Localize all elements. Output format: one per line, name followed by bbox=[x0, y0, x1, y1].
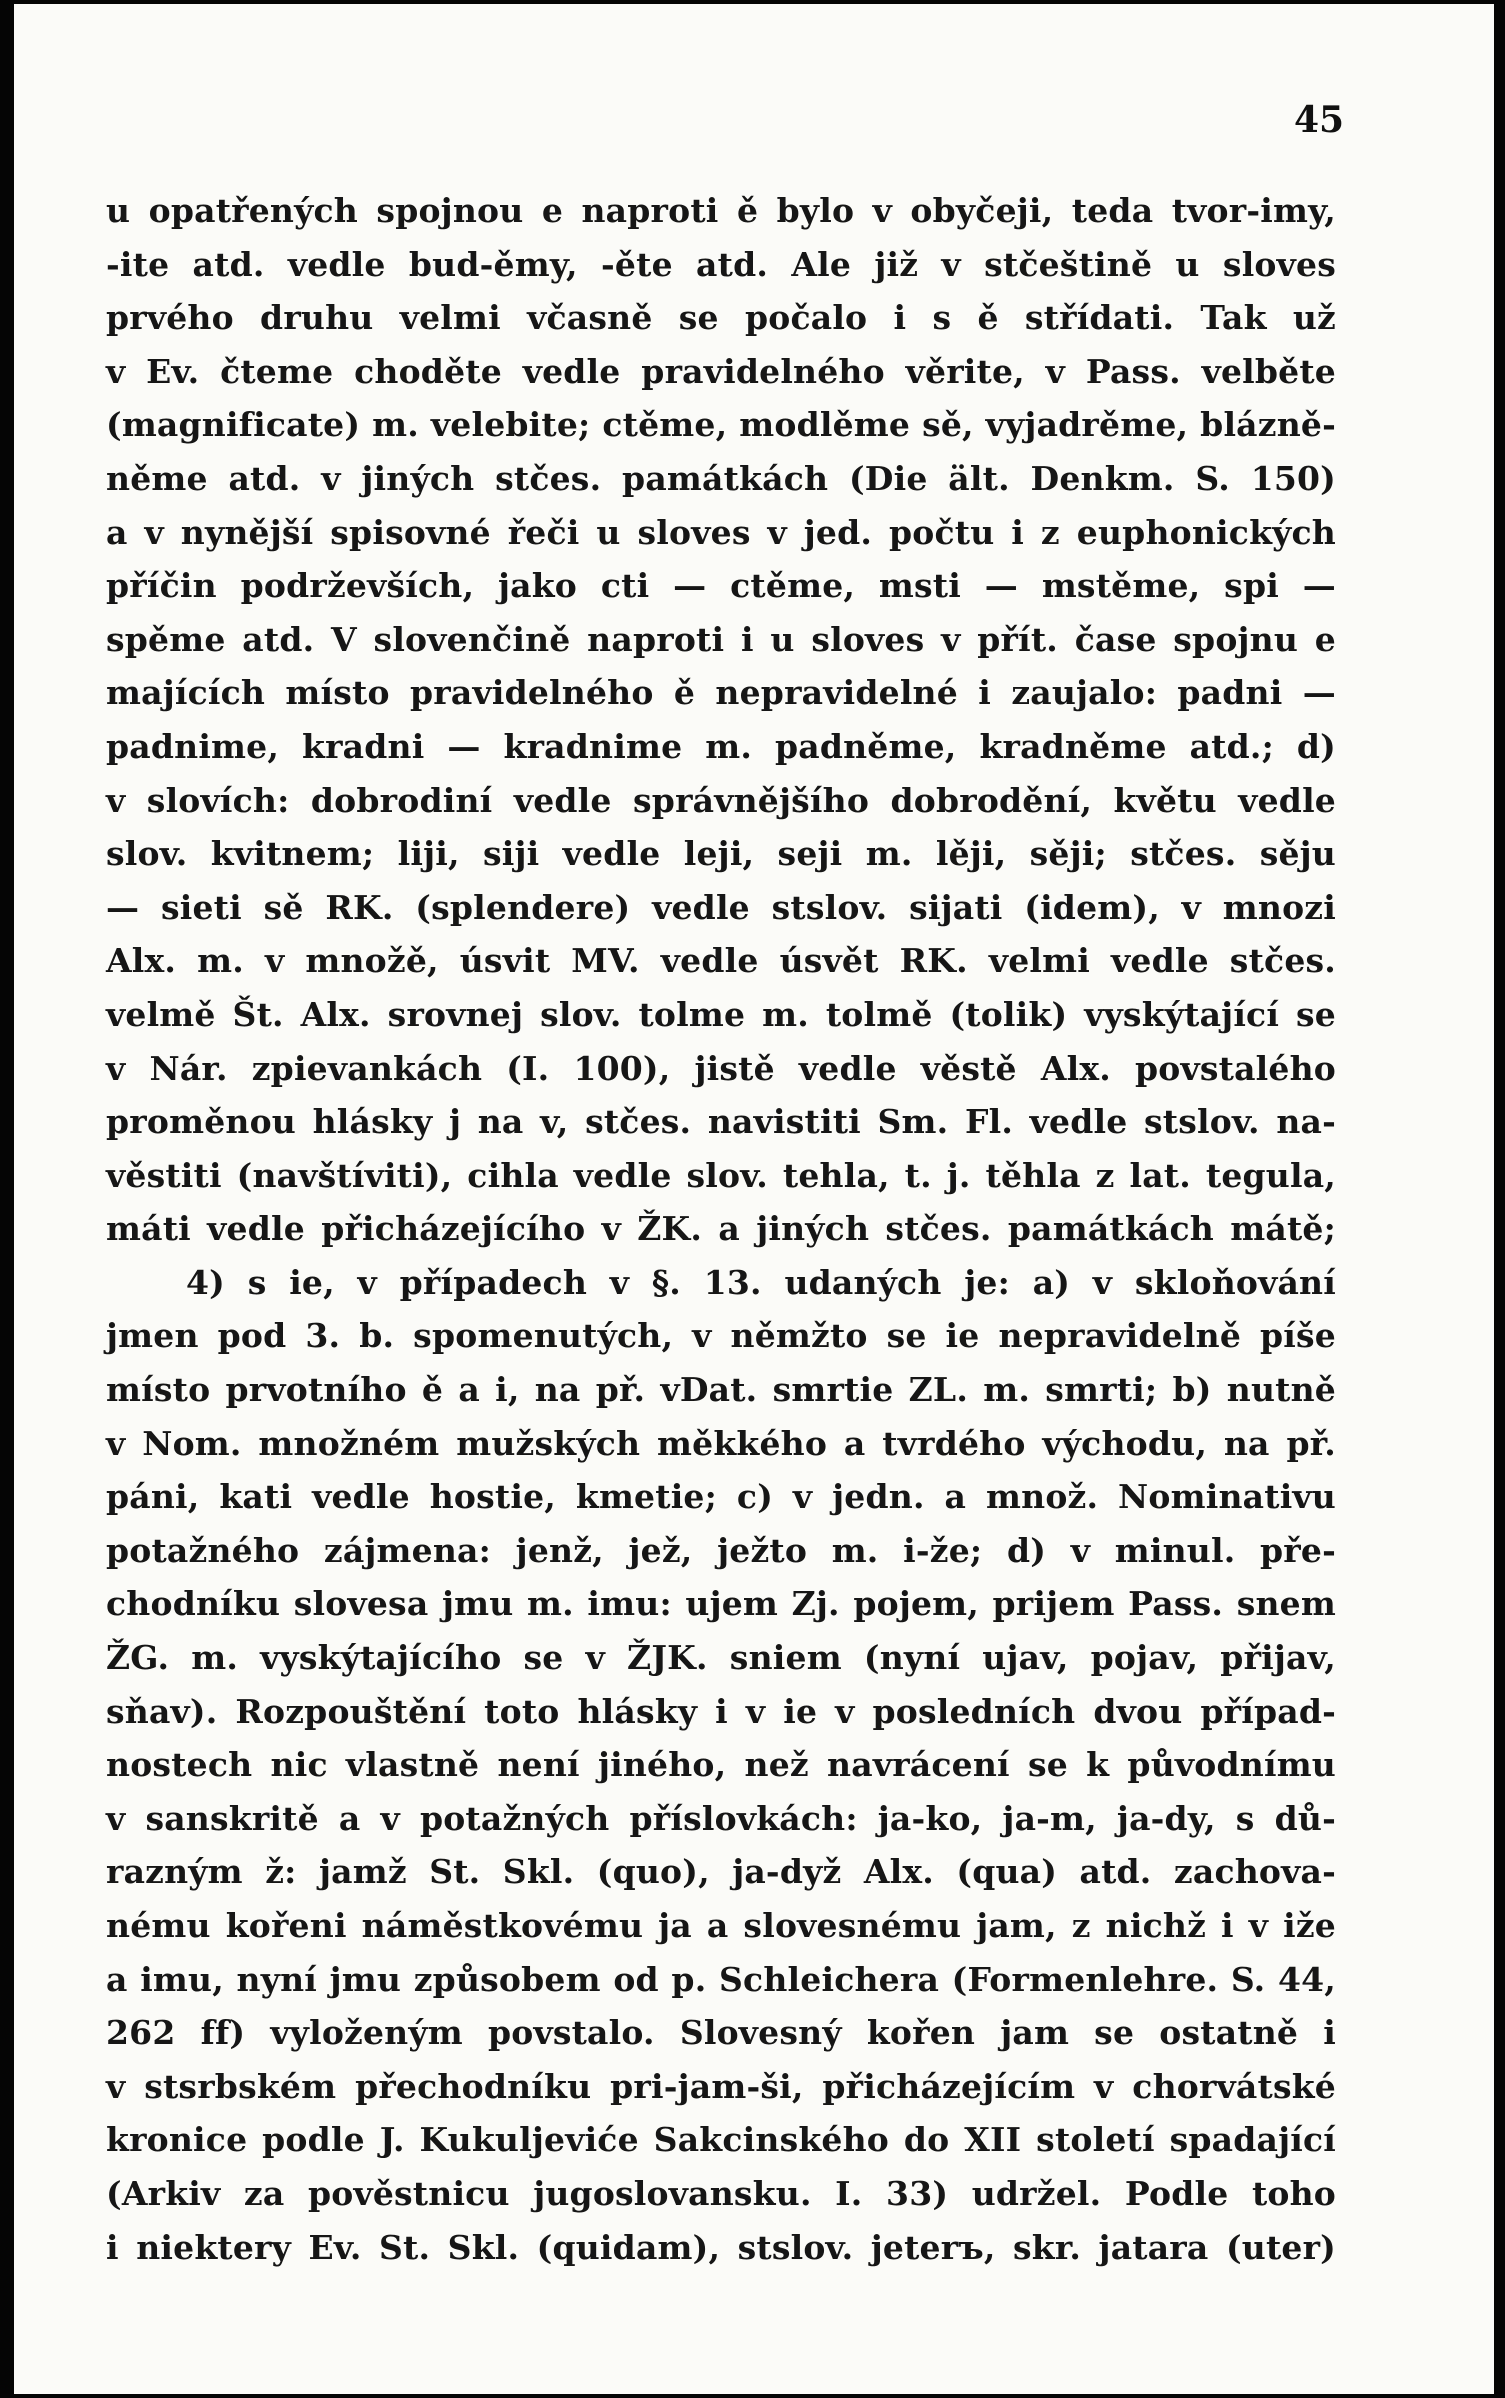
text-line: proměnou hlásky j na v, stčes. navistiti Sm. Fl. vedle stslov. na- bbox=[106, 1102, 1336, 1142]
text-line: u opatřených spojnou e naproti ě bylo v obyčeji, teda tvor-imy, bbox=[106, 191, 1336, 230]
text-line: razným ž: jamž St. Skl. (quo), ja-dyž Alx. (qua) atd. zachova- bbox=[106, 1852, 1336, 1892]
text-line: — sieti sě RK. (splendere) vedle stslov. sijati (idem), v mnozi bbox=[106, 887, 1336, 927]
book-page bbox=[14, 4, 1494, 2394]
text-line: i niektery Ev. St. Skl. (quidam), stslov. jeterъ, skr. jatara (uter) bbox=[106, 2227, 1336, 2267]
text-line: Alx. m. v množě, úsvit MV. vedle úsvět RK. velmi vedle stčes. bbox=[106, 941, 1336, 981]
text-line: spěme atd. V slovenčině naproti i u sloves v přít. čase spojnu e bbox=[106, 619, 1336, 659]
text-line: nému kořeni náměstkovému ja a slovesnému jam, z nichž i v iže bbox=[106, 1906, 1336, 1945]
text-line: a imu, nyní jmu způsobem od p. Schleichera (Formenlehre. S. 44, bbox=[106, 1959, 1336, 1999]
text-line: chodníku slovesa jmu m. imu: ujem Zj. pojem, prijem Pass. snem bbox=[106, 1584, 1336, 1624]
text-line: v Nom. množném mužských měkkého a tvrdého východu, na př. bbox=[106, 1423, 1336, 1463]
text-line: máti vedle přicházejícího v ŽK. a jiných stčes. památkách mátě; bbox=[106, 1209, 1336, 1249]
text-line: slov. kvitnem; liji, siji vedle leji, seji m. lěji, sěji; stčes. sěju bbox=[106, 834, 1336, 874]
body-text bbox=[106, 184, 1336, 2274]
text-line: nostech nic vlastně není jiného, než navrácení se k původnímu bbox=[106, 1745, 1336, 1785]
text-line: jmen pod 3. b. spomenutých, v němžto se ie nepravidelně píše bbox=[106, 1316, 1336, 1356]
text-line: v slovích: dobrodiní vedle správnějšího dobrodění, květu vedle bbox=[106, 780, 1336, 820]
text-line: majících místo pravidelného ě nepravidelné i zaujalo: padni — bbox=[106, 673, 1336, 713]
text-line: kronice podle J. Kukuljeviće Sakcinského do XII století spadající bbox=[106, 2120, 1336, 2160]
text-line: ŽG. m. vyskýtajícího se v ŽJK. sniem (nyní ujav, pojav, přijav, bbox=[106, 1638, 1336, 1678]
text-line: -ite atd. vedle bud-ěmy, -ěte atd. Ale již v stčeštině u sloves bbox=[106, 244, 1336, 284]
text-line: prvého druhu velmi včasně se počalo i s ě střídati. Tak už bbox=[106, 298, 1336, 338]
text-line: páni, kati vedle hostie, kmetie; c) v jedn. a množ. Nominativu bbox=[106, 1477, 1336, 1517]
text-line: v stsrbském přechodníku pri-jam-ši, přicházejícím v chorvátské bbox=[106, 2066, 1336, 2106]
page-number: 45 bbox=[1294, 99, 1345, 141]
text-line: padnime, kradni — kradnime m. padněme, kradněme atd.; d) bbox=[106, 726, 1336, 766]
text-line: v Nár. zpievankách (I. 100), jistě vedle věstě Alx. povstalého bbox=[106, 1048, 1336, 1088]
text-line: příčin podrževších, jako cti — ctěme, msti — mstěme, spi — bbox=[106, 566, 1336, 606]
text-line: věstiti (navštíviti), cihla vedle slov. tehla, t. j. těhla z lat. tegula, bbox=[106, 1155, 1336, 1195]
text-line: velmě Št. Alx. srovnej slov. tolme m. tolmě (tolik) vyskýtající se bbox=[106, 994, 1336, 1034]
text-line: sňav). Rozpouštění toto hlásky i v ie v posledních dvou případ- bbox=[106, 1691, 1336, 1731]
text-line: potažného zájmena: jenž, jež, ježto m. i-že; d) v minul. pře- bbox=[106, 1530, 1336, 1570]
text-line: místo prvotního ě a i, na př. vDat. smrtie ZL. m. smrti; b) nutně bbox=[106, 1370, 1336, 1410]
text-line: 4) s ie, v případech v §. 13. udaných je: a) v skloňování bbox=[186, 1262, 1336, 1302]
text-line: (Arkiv za pověstnicu jugoslovansku. I. 33) udržel. Podle toho bbox=[106, 2173, 1336, 2213]
text-line: (magnificate) m. velebite; ctěme, modlěme sě, vyjadrěme, blázně- bbox=[106, 405, 1336, 445]
text-line: 262 ff) vyloženým povstalo. Slovesný kořen jam se ostatně i bbox=[106, 2013, 1336, 2053]
text-line: a v nynější spisovné řeči u sloves v jed. počtu i z euphonických bbox=[106, 512, 1336, 552]
text-line: v sanskritě a v potažných příslovkách: ja-ko, ja-m, ja-dy, s dů- bbox=[106, 1798, 1336, 1838]
text-line: něme atd. v jiných stčes. památkách (Die ält. Denkm. S. 150) bbox=[106, 458, 1336, 498]
text-line: v Ev. čteme choděte vedle pravidelného věrite, v Pass. velběte bbox=[106, 351, 1336, 391]
